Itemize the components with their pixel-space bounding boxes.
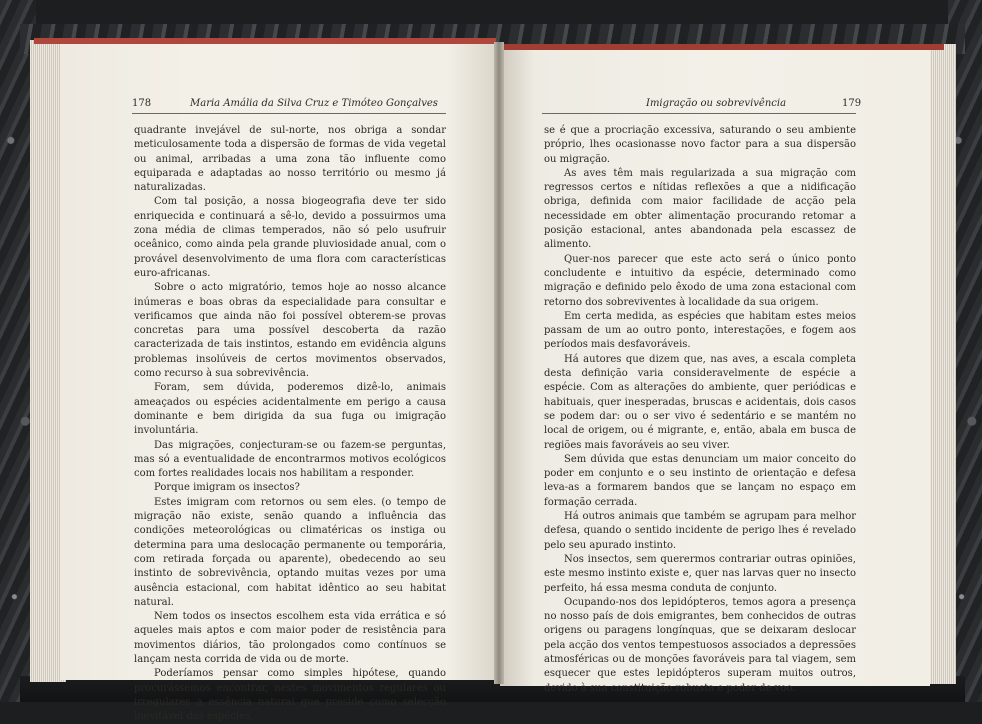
paragraph: Ocupando-nos dos lepidópteros, temos agora a presença no nosso país de dois emigrantes, bem conhecidos de outras origens ou paragens longínquas, que se deixaram deslocar pela acção dos ventos tempestuosos associados a depressões atmosféricas ou de monções favoráveis para tal viagem, sem esquecer que estes lepidópteros superam muitos outros, devido à sua constituição robusta e poder de voo.	[544, 596, 856, 694]
paragraph: Há autores que dizem que, nas aves, a escala completa desta definição varia consideravelmente de espécie a espécie. Com as alterações do ambiente, quer periódicas e habituais, quer inesperadas, bruscas e acidentais, dois casos se podem dar: ou o ser vivo é sedentário e se mantém no local de origem, ou é migrante, e, então, abala em busca de regiões mais favoráveis ao seu viver.	[544, 353, 856, 451]
right-page	[500, 50, 930, 694]
paragraph: Poderíamos pensar como simples hipótese, quando procurássemos encontrar, nestes movimentos regulares ou irregulares a essência natural que preside como selecção inevitável das espécies,	[134, 668, 446, 723]
left-running-head: Maria Amália da Silva Cruz e Timóteo Gonçalves	[190, 98, 438, 109]
paragraph: Em certa medida, as espécies que habitam estes meios passam de um ao outro ponto, interestações, e fogem aos períodos mais desfavoráveis.	[544, 310, 856, 351]
left-body-text	[134, 124, 446, 724]
paragraph: Com tal posição, a nossa biogeografia deve ter sido enriquecida e continuará a sê-lo, devido a possuirmos uma zona média de climas temperados, não só pelo usufruir oceânico, como ainda pela grande pluviosidade anual, com o provável desenvolvimento de uma flora com características euro-africanas.	[134, 196, 446, 279]
paragraph: Foram, sem dúvida, poderemos dizê-lo, animais ameaçados ou espécies acidentalmente em perigo a causa dominante e bem dirigida da sua fuga ou imigração involuntária.	[134, 382, 446, 437]
right-running-head: Imigração ou sobrevivência	[646, 98, 787, 109]
paragraph: se é que a procriação excessiva, saturando o seu ambiente próprio, lhes ocasionasse novo factor para a sua dispersão ou migração.	[544, 125, 856, 165]
paragraph: Quer-nos parecer que este acto será o único ponto concludente e intuitivo da espécie, determinado como migração e definido pelo êxodo de uma zona estacional com retorno dos sobreviventes à localidade da sua origem.	[544, 253, 856, 308]
paragraph: quadrante invejável de sul-norte, nos obriga a sondar meticulosamente toda a dispersão de formas de vida vegetal ou animal, arribadas a uma zona tão influente como equiparada e adaptadas ao nosso território ou mesmo já naturalizadas.	[134, 125, 446, 194]
paragraph: Nos insectos, sem querermos contrariar outras opiniões, este mesmo instinto existe e, quer nas larvas quer no insecto perfeito, há essa mesma conduta de conjunto.	[544, 553, 856, 594]
page-stack-right	[926, 44, 956, 684]
paragraph: Das migrações, conjecturam-se ou fazem-se perguntas, mas só a eventualidade de encontrarmos motivos ecológicos com fortes realidades locais nos habilitam a responder.	[134, 439, 446, 480]
paragraph: Há outros animais que também se agrupam para melhor defesa, quando o sentido incidente de perigo lhes é revelado pelo seu apurado instinto.	[544, 511, 856, 551]
left-page-number: 178	[132, 98, 152, 109]
right-body-text	[544, 124, 856, 696]
paragraph: Nem todos os insectos escolhem esta vida errática e só aqueles mais aptos e com maior poder de resistência para movimentos diários, tão prolongados como contínuos se lançam nesta corrida de vida ou de morte.	[134, 611, 446, 665]
paragraph: Porque imigram os insectos?	[154, 482, 300, 494]
paragraph: Estes imigram com retornos ou sem eles. (o tempo de migração não existe, senão quando a influência das condições meteorológicas ou climatéricas os instiga ou determina para uma deslocação permanente ou temporária, com retirada forçada ou aparente), obedecendo ao seu instinto de sobrevivência, optando muitas vezes por uma ausência estacional, com habitat idêntico ao seu habitat natural.	[134, 496, 446, 608]
paragraph: Sem dúvida que estas denunciam um maior conceito do poder em conjunto e o seu instinto de orientação e defesa leva-as a formarem bandos que se lançam no espaço em formação cerrada.	[544, 453, 856, 508]
book-gutter	[494, 42, 504, 684]
left-page	[60, 44, 500, 723]
right-header-rule	[542, 113, 856, 114]
left-header-rule	[132, 113, 446, 114]
paragraph: As aves têm mais regularizada a sua migração com regressos certos e nítidas reflexões a que a nidificação obriga, definida com maior facilidade de acção pela necessidade em obter alimentação procurando retomar a posição estacional, antes abandonada pela escassez de alimento.	[544, 167, 856, 251]
paragraph: Sobre o acto migratório, temos hoje ao nosso alcance inúmeras e boas obras da especialidade para consultar e verificamos que ainda não foi possível obterem-se provas concretas para uma possível descoberta da razão caracterizada de tais instintos, estando em evidência alguns problemas insolúveis de certos movimentos observados, como recurso à sua sobrevivência.	[134, 282, 446, 380]
right-page-number: 179	[842, 98, 862, 109]
